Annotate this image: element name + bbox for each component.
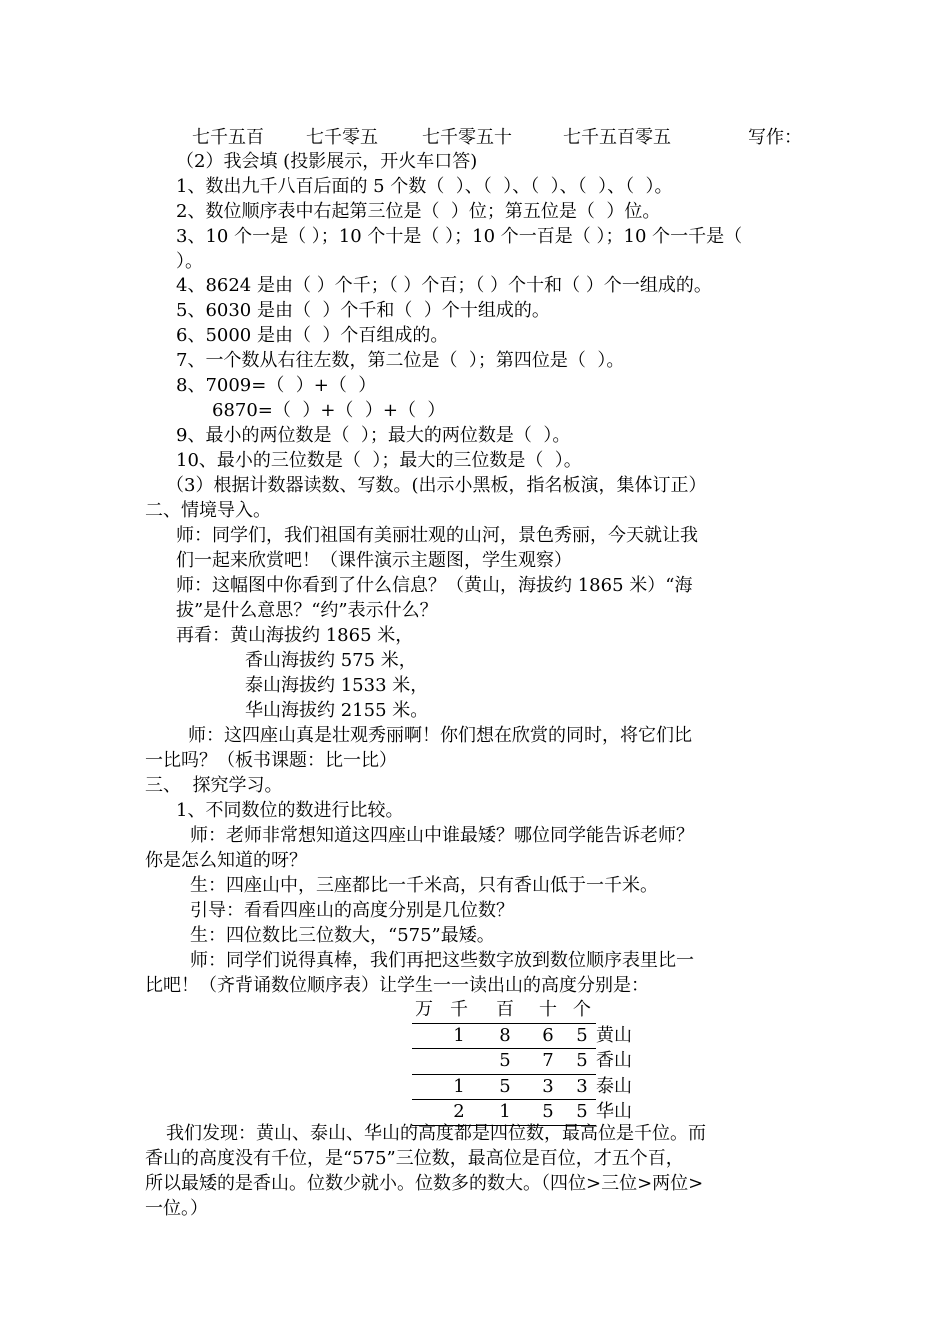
mountain-name: 泰山 xyxy=(596,1075,632,1097)
sec3-sub1: 1、不同数位的数进行比较。 xyxy=(176,800,404,821)
place-value-table xyxy=(412,998,646,1126)
fill-q7: 7、一个数从右往左数，第二位是（ ）；第四位是（ ）。 xyxy=(176,350,625,371)
conclusion-l2: 香山的高度没有千位，是“575”三位数，最高位是百位，才五个百， xyxy=(145,1148,684,1169)
table-cell: 5 xyxy=(568,1100,596,1126)
table-cell: 3 xyxy=(528,1074,568,1100)
table-header-row xyxy=(412,998,646,1023)
fill-q5: 5、6030 是由（ ）个千和（ ）个十组成的。 xyxy=(176,300,550,321)
header-shi: 十 xyxy=(528,998,568,1023)
header-qian: 千 xyxy=(436,998,482,1023)
top-item-5: 写作： xyxy=(748,127,802,148)
fill-title: （2）我会填 (投影展示，开火车口答) xyxy=(176,151,478,172)
table-cell xyxy=(436,1049,482,1075)
fill-q3a: 3、10 个一是（ ）；10 个十是（ ）；10 个一百是（ ）；10 个一千是（ xyxy=(176,226,743,247)
fill-q9: 9、最小的两位数是（ ）；最大的两位数是（ ）。 xyxy=(176,425,571,446)
table-cell: 2 xyxy=(436,1100,482,1126)
sec2-t3b: 一比吗？（板书课题：比一比） xyxy=(145,750,397,771)
table-row xyxy=(412,1074,646,1100)
table-cell: 7 xyxy=(528,1049,568,1075)
table-cell: 1 xyxy=(436,1023,482,1049)
sec3-g1: 引导：看看四座山的高度分别是几位数？ xyxy=(190,900,514,921)
table-cell: 5 xyxy=(482,1049,528,1075)
table-cell: 1 xyxy=(436,1074,482,1100)
sec3-t2b: 比吧！（齐背诵数位顺序表）让学生一一读出山的高度分别是： xyxy=(145,975,649,996)
sec2-r2: 香山海拔约 575 米， xyxy=(245,650,417,671)
table-cell: 5 xyxy=(568,1049,596,1075)
top-item-2: 七千零五 xyxy=(306,127,378,148)
sec3-heading: 三、 探究学习。 xyxy=(145,775,283,796)
sec2-t2a: 师：这幅图中你看到了什么信息？（黄山，海拔约 1865 米）“海 xyxy=(176,575,693,596)
fill-q2: 2、数位顺序表中右起第三位是（ ）位；第五位是（ ）位。 xyxy=(176,201,661,222)
fill-q8a: 8、7009=（ ）+（ ） xyxy=(176,375,377,396)
table-cell xyxy=(412,1023,436,1049)
conclusion-l4: 一位。） xyxy=(145,1198,208,1219)
sec2-heading: 二、情境导入。 xyxy=(145,500,271,521)
fill-q8b: 6870=（ ）+（ ）+（ ） xyxy=(212,400,446,421)
table-cell: 5 xyxy=(568,1023,596,1049)
table-cell xyxy=(412,1049,436,1075)
fill-q6: 6、5000 是由（ ）个百组成的。 xyxy=(176,325,449,346)
table-cell: 5 xyxy=(528,1100,568,1126)
fill-q10: 10、最小的三位数是（ ）；最大的三位数是（ ）。 xyxy=(176,450,582,471)
table-row xyxy=(412,1049,646,1075)
sec2-t1b: 们一起来欣赏吧！（课件演示主题图，学生观察） xyxy=(176,550,572,571)
fill-q1: 1、数出九千八百后面的 5 个数（ ）、（ ）、（ ）、（ ）、（ ）。 xyxy=(176,176,673,197)
sec3-t2a: 师：同学们说得真棒，我们再把这些数字放到数位顺序表里比一 xyxy=(190,950,694,971)
table-row xyxy=(412,1023,646,1049)
sec2-t3a: 师：这四座山真是壮观秀丽啊！你们想在欣赏的同时，将它们比 xyxy=(188,725,692,746)
mountain-name: 华山 xyxy=(596,1101,632,1123)
top-item-4: 七千五百零五 xyxy=(563,127,671,148)
mountain-name: 黄山 xyxy=(596,1024,632,1046)
sec2-r4: 华山海拔约 2155 米。 xyxy=(245,700,429,721)
fill-q3b: ）。 xyxy=(176,251,203,272)
sec3-s2: 生：四位数比三位数大，“575”最矮。 xyxy=(190,925,495,946)
sec3-s1: 生：四座山中，三座都比一千米高，只有香山低于一千米。 xyxy=(190,875,658,896)
mountain-name: 香山 xyxy=(596,1050,632,1072)
top-item-3: 七千零五十 xyxy=(422,127,512,148)
table-cell: 6 xyxy=(528,1023,568,1049)
fill-p3: （3）根据计数器读数、写数。(出示小黑板，指名板演，集体订正） xyxy=(166,475,707,496)
table-cell xyxy=(412,1074,436,1100)
table-cell: 8 xyxy=(482,1023,528,1049)
table-cell: 3 xyxy=(568,1074,596,1100)
table-cell: 5 xyxy=(482,1074,528,1100)
top-item-1: 七千五百 xyxy=(192,127,264,148)
sec2-r3: 泰山海拔约 1533 米， xyxy=(245,675,429,696)
table-cell: 1 xyxy=(482,1100,528,1126)
fill-q4: 4、8624 是由（ ）个千；（ ）个百；（ ）个十和（ ）个一组成的。 xyxy=(176,275,712,296)
sec3-t1a: 师：老师非常想知道这四座山中谁最矮？哪位同学能告诉老师？ xyxy=(190,825,694,846)
header-ge: 个 xyxy=(568,998,596,1023)
sec2-t2b: 拔”是什么意思？“约”表示什么？ xyxy=(176,600,438,621)
sec2-r1: 再看：黄山海拔约 1865 米， xyxy=(176,625,414,646)
header-wan: 万 xyxy=(412,998,436,1023)
header-bai: 百 xyxy=(482,998,528,1023)
sec2-t1a: 师：同学们，我们祖国有美丽壮观的山河，景色秀丽，今天就让我 xyxy=(176,525,698,546)
conclusion-l1: 我们发现：黄山、泰山、华山的高度都是四位数，最高位是千位。而 xyxy=(166,1123,706,1144)
sec3-t1b: 你是怎么知道的呀？ xyxy=(145,850,307,871)
conclusion-l3: 所以最矮的是香山。位数少就小。位数多的数大。（四位>三位>两位> xyxy=(145,1173,704,1194)
